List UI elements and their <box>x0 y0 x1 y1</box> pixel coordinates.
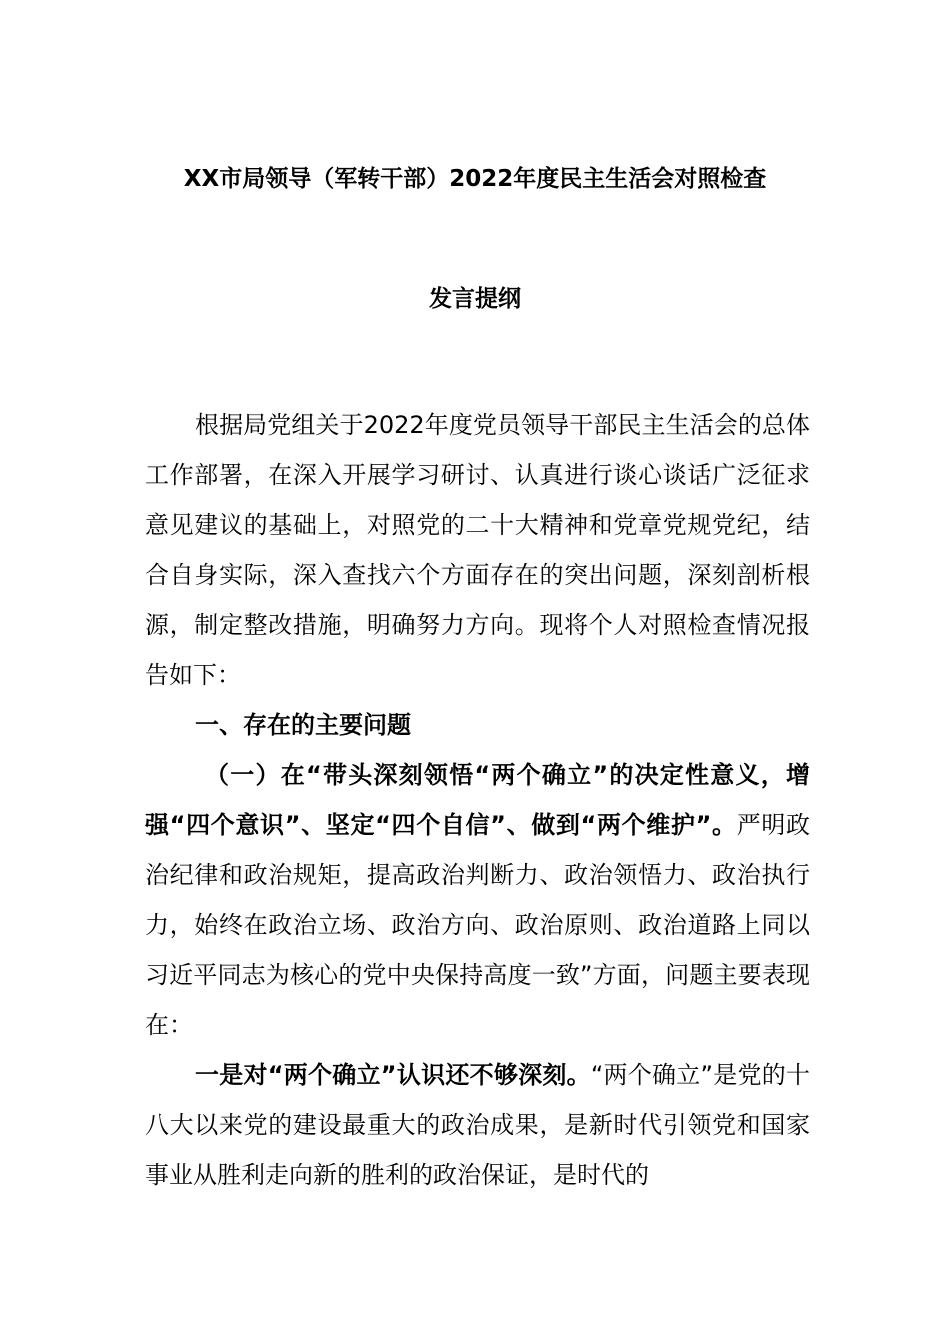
subsection-1-paragraph <box>145 750 810 1050</box>
section-heading-problems: 一、存在的主要问题 <box>195 711 411 739</box>
point-1-paragraph <box>145 1050 810 1200</box>
document-body <box>145 400 810 1200</box>
intro-paragraph: 根据局党组关于2022年度党员领导干部民主生活会的总体工作部署，在深入开展学习研讨、认真进行谈心谈话广泛征求意见建议的基础上，对照党的二十大精神和党章党规党纪，结合自身实际，深入查找六个方面存在的突出问题，深刻剖析根源，制定整改措施，明确努力方向。现将个人对照检查情况报告如下： <box>145 411 810 689</box>
subsection-1-heading: （一）在“带头深刻领悟“两个确立”的决定性意义，增强“四个意识”、坚定“四个自信”、做到“两个维护”。 <box>145 761 810 839</box>
subsection-1-text: 严明政治纪律和政治规矩，提高政治判断力、政治领悟力、政治执行力，始终在政治立场、政治方向、政治原则、政治道路上同以习近平同志为核心的党中央保持高度一致”方面，问题主要表现在： <box>145 811 810 1039</box>
document-title-line-2: 发言提纲 <box>429 286 521 312</box>
point-1-text: “两个确立”是党的十八大以来党的建设最重大的政治成果，是新时代引领党和国家事业从胜利走向新的胜利的政治保证，是时代的 <box>145 1061 811 1189</box>
point-1-heading: 一是对“两个确立”认识还不够深刻。 <box>195 1061 591 1089</box>
document-title-line-1: XX市局领导（军转干部）2022年度民主生活会对照检查 <box>183 166 767 192</box>
